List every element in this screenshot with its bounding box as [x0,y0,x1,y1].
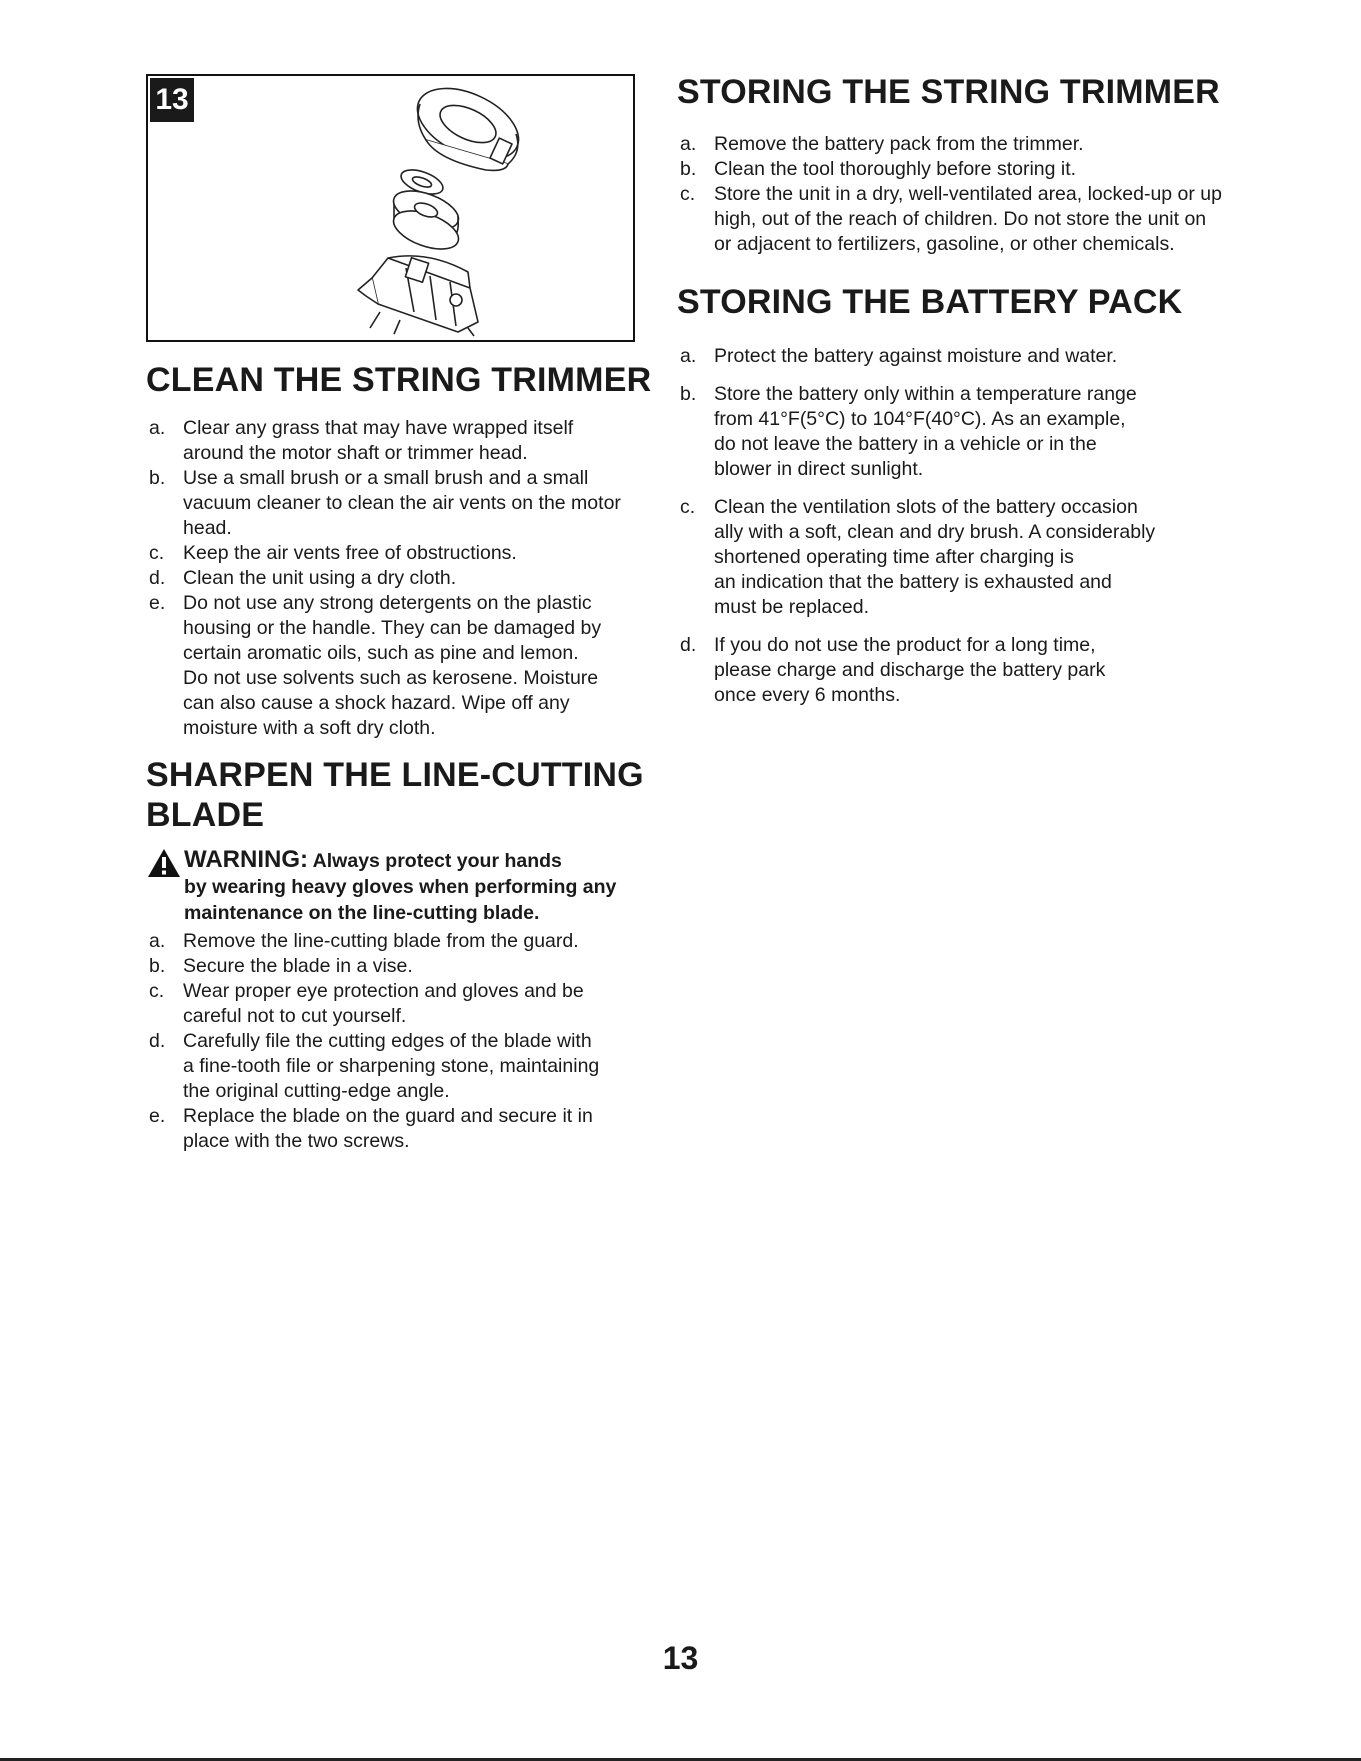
list-marker: e. [149,1105,166,1127]
page-number: 13 [662,1640,699,1676]
list-item [677,633,1277,708]
spool-exploded-illustration [318,82,558,337]
store-trimmer-steps-list [677,132,1277,257]
list-item-text: Clear any grass that may have wrapped itself around the motor shaft or trimmer head. [183,417,574,464]
clean-steps-list [146,416,666,741]
list-item [146,1029,666,1104]
list-item-text: Clean the tool thoroughly before storing it. [714,158,1077,180]
list-item [146,541,666,566]
list-marker: c. [149,542,165,564]
list-marker: c. [680,496,696,518]
list-item-text: Carefully file the cutting edges of the blade with a fine-tooth file or sharpening stone, maintaining the original cutting-edge angle. [183,1030,600,1102]
store-battery-steps-list [677,344,1277,708]
list-marker: a. [149,417,166,439]
list-marker: a. [680,345,697,367]
list-item-text: Remove the line-cutting blade from the guard. [183,930,579,952]
list-item [677,344,1277,369]
list-item-text: Keep the air vents free of obstructions. [183,542,517,564]
list-item-text: Protect the battery against moisture and water. [714,345,1118,367]
list-item-text: If you do not use the product for a long time, please charge and discharge the battery park once every 6 months. [714,634,1106,706]
list-item [677,495,1277,620]
list-item [146,566,666,591]
store-trimmer-heading: STORING THE STRING TRIMMER [677,73,1220,111]
list-marker: a. [149,930,166,952]
list-item [146,466,666,541]
left-column [146,360,666,1154]
list-item-text: Store the battery only within a temperature range from 41°F(5°C) to 104°F(40°C). As an example, do not leave the battery in a vehicle or in the blower in direct sunlight. [714,383,1137,480]
sharpen-steps-list [146,929,666,1154]
list-item-text: Clean the unit using a dry cloth. [183,567,457,589]
list-marker: d. [149,567,166,589]
list-marker: b. [149,467,166,489]
list-item [146,954,666,979]
list-item-text: Wear proper eye protection and gloves and be careful not to cut yourself. [183,980,584,1027]
list-marker: d. [149,1030,166,1052]
list-item [146,591,666,741]
list-item [146,979,666,1029]
list-item-text: Clean the ventilation slots of the battery occasion ally with a soft, clean and dry brush. A considerably shortened operating time after charging is an indication that the battery is exhausted and must be replaced. [714,496,1156,618]
store-battery-heading: STORING THE BATTERY PACK [677,283,1183,321]
list-item-text: Secure the blade in a vise. [183,955,413,977]
warning-label: WARNING: [184,846,308,873]
clean-heading: CLEAN THE STRING TRIMMER [146,361,652,399]
list-item [146,1104,666,1154]
list-item-text: Remove the battery pack from the trimmer. [714,133,1084,155]
list-marker: b. [680,158,697,180]
figure-13 [146,74,635,342]
right-column [677,72,1277,708]
sharpen-heading: SHARPEN THE LINE-CUTTING BLADE [146,756,644,834]
warning-triangle-icon [146,847,182,879]
list-marker: e. [149,592,166,614]
list-marker: a. [680,133,697,155]
list-item-text: Use a small brush or a small brush and a small vacuum cleaner to clean the air vents on the motor head. [183,467,621,539]
figure-number-badge: 13 [150,78,194,122]
list-item [677,157,1277,182]
list-marker: d. [680,634,697,656]
list-item-text: Replace the blade on the guard and secure it in place with the two screws. [183,1105,593,1152]
list-marker: b. [680,383,697,405]
list-item [677,132,1277,157]
list-item [146,416,666,466]
list-item-text: Do not use any strong detergents on the plastic housing or the handle. They can be damaged by certain aromatic oils, such as pine and lemon. Do not use solvents such as kerosene. Moisture can also cause a shock hazard. Wipe off any moisture with a soft dry cloth. [183,592,602,739]
list-marker: b. [149,955,166,977]
list-item-text: Store the unit in a dry, well-ventilated area, locked-up or up high, out of the reach of children. Do not store the unit on or adjacent to fertilizers, gasoline, or other chemicals. [714,183,1222,255]
list-marker: c. [149,980,165,1002]
warning-block [146,847,666,927]
list-item [146,929,666,954]
list-item [677,182,1277,257]
list-marker: c. [680,183,696,205]
list-item [677,382,1277,482]
warning-text: Always protect your hands by wearing heavy gloves when performing any maintenance on the line-cutting blade. [184,850,617,924]
